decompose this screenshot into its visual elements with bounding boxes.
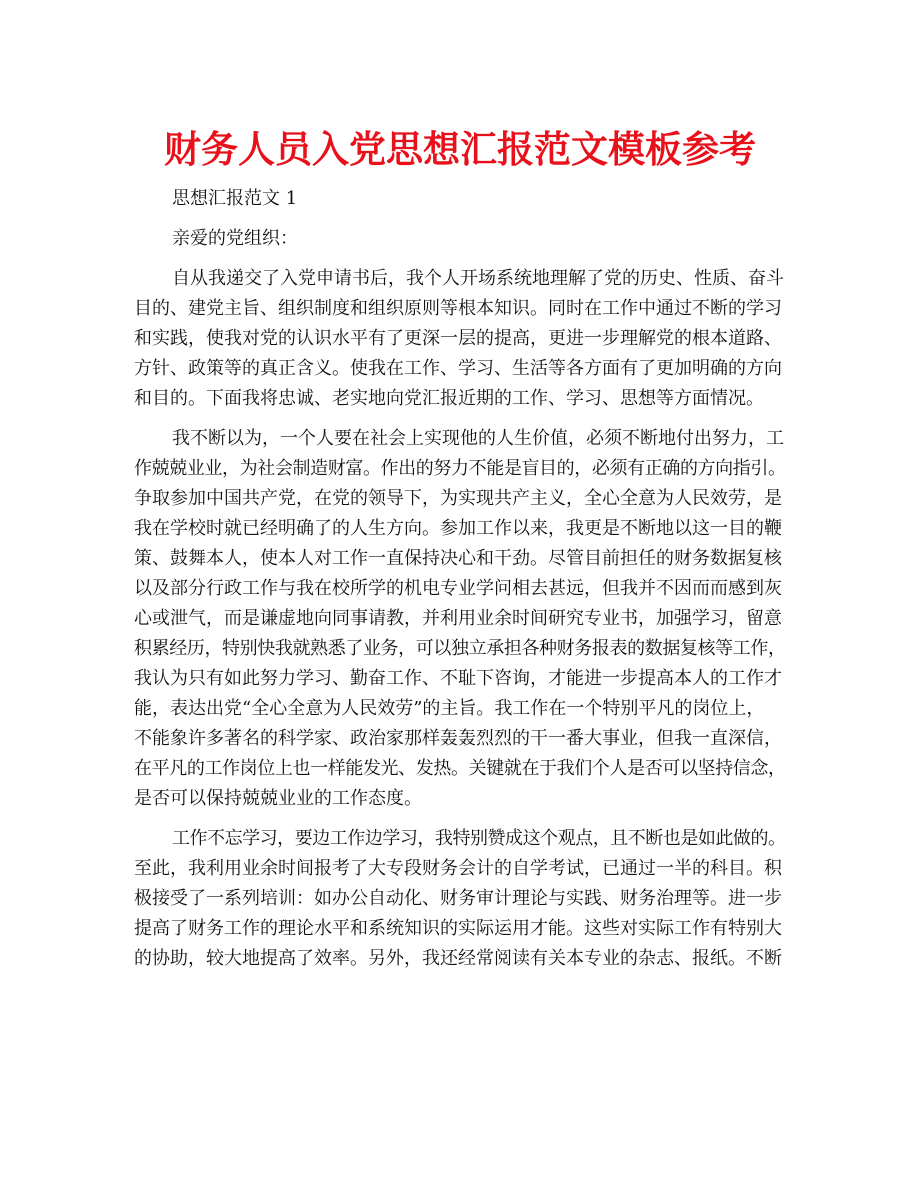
text-line: 提高了财务工作的理论水平和系统知识的实际运用才能。这些对实际工作有特别大 xyxy=(134,918,782,939)
spacer xyxy=(134,414,786,424)
text-line: 我认为只有如此努力学习、勤奋工作、不耻下咨询，才能进一步提高本人的工作才 xyxy=(134,668,782,689)
paragraph xyxy=(134,424,786,814)
text-line: 工作不忘学习，要边工作边学习，我特别赞成这个观点，且不断也是如此做的。 xyxy=(172,828,786,849)
text-line: 争取参加中国共产党，在党的领导下，为实现共产主义，全心全意为人民效劳，是 xyxy=(134,488,782,509)
document-body xyxy=(134,184,786,974)
text-line: 至此，我利用业余时间报考了大专段财务会计的自学考试，已通过一半的科目。积 xyxy=(134,858,782,879)
text-line: 积累经历，特别快我就熟悉了业务，可以独立承担各种财务报表的数据复核等工作， xyxy=(134,638,786,659)
paragraph xyxy=(134,824,786,974)
text-line: 心或泄气，而是谦虚地向同事请教，并利用业余时间研究专业书，加强学习，留意 xyxy=(134,608,782,629)
subtitle: 思想汇报范文 1 xyxy=(172,188,298,209)
text-line: 的协助，较大地提高了效率。另外，我还经常阅读有关本专业的杂志、报纸。不断 xyxy=(134,948,782,969)
document-title: 财务人员入党思想汇报范文模板参考 xyxy=(164,128,756,171)
text-line: 不能象许多著名的科学家、政治家那样轰轰烈烈的干一番大事业，但我一直深信， xyxy=(134,728,782,749)
text-line: 以及部分行政工作与我在校所学的机电专业学问相去甚远，但我并不因而而感到灰 xyxy=(134,578,782,599)
salutation: 亲爱的党组织： xyxy=(172,228,298,249)
text-line: 能，表达出党“全心全意为人民效劳”的主旨。我工作在一个特别平凡的岗位上， xyxy=(134,698,765,719)
text-line: 策、鼓舞本人，使本人对工作一直保持决心和干劲。尽管目前担任的财务数据复核 xyxy=(134,548,782,569)
text-line: 在平凡的工作岗位上也一样能发光、发热。关键就在于我们个人是否可以坚持信念， xyxy=(134,758,786,779)
text-line: 方针、政策等的真正含义。使我在工作、学习、生活等各方面有了更加明确的方向 xyxy=(134,358,782,379)
spacer xyxy=(134,254,786,264)
text-line: 自从我递交了入党申请书后，我个人开场系统地理解了党的历史、性质、奋斗 xyxy=(172,268,784,289)
text-line: 作兢兢业业，为社会制造财富。作出的努力不能是盲目的，必须有正确的方向指引。 xyxy=(134,458,786,479)
text-line: 极接受了一系列培训：如办公自动化、财务审计理论与实践、财务治理等。进一步 xyxy=(134,888,782,909)
text-line: 目的、建党主旨、组织制度和组织原则等根本知识。同时在工作中通过不断的学习 xyxy=(134,298,782,319)
text-line: 我不断以为，一个人要在社会上实现他的人生价值，必须不断地付出努力，工 xyxy=(172,428,784,449)
text-line: 是否可以保持兢兢业业的工作态度。 xyxy=(134,788,422,809)
text-line: 我在学校时就已经明确了的人生方向。参加工作以来，我更是不断地以这一目的鞭 xyxy=(134,518,782,539)
spacer xyxy=(134,214,786,224)
paragraph xyxy=(134,264,786,414)
text-line: 和目的。下面我将忠诚、老实地向党汇报近期的工作、学习、思想等方面情况。 xyxy=(134,388,764,409)
text-line: 和实践，使我对党的认识水平有了更深一层的提高，更进一步理解党的根本道路、 xyxy=(134,328,782,349)
spacer xyxy=(134,814,786,824)
